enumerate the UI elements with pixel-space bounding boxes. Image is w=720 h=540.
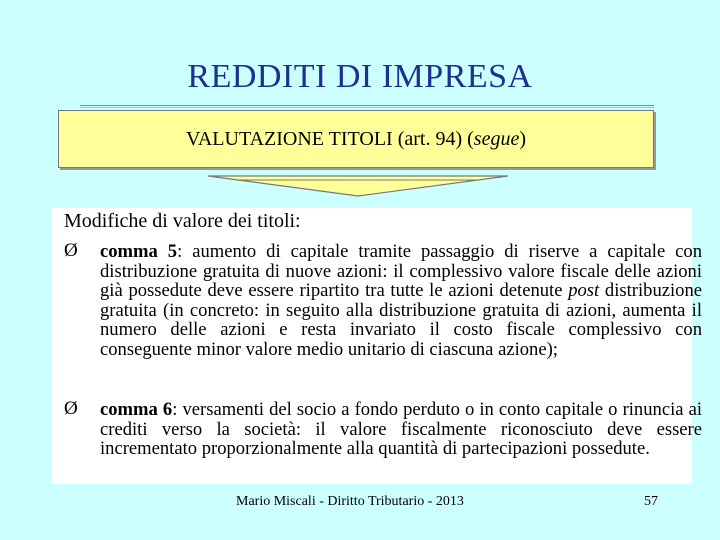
banner-text-main: VALUTAZIONE TITOLI (art. 94) ( [186, 127, 474, 150]
bullet-text [100, 242, 702, 360]
section-banner [58, 110, 654, 168]
content-box [52, 208, 703, 484]
bullet-body-a: : aumento di capitale tramite passaggio di riserve a capitale con distribuzione gratuita di nuove azioni: il complessivo valore fiscale delle azioni già possedute deve essere ripartito tra tutte le azioni detenute [100, 241, 702, 302]
bullet-body-b: distribuzione gratuita (in concreto: in seguito alla distribuzione gratuita di azioni, aumenta il numero delle azioni e resta invariato il costo fiscale complessivo con conseguente minor valore medio unitario di ciascuna azione); [100, 280, 703, 360]
banner-text-end: ) [519, 127, 526, 150]
slide-title: REDDITI DI IMPRESA [187, 58, 533, 95]
intro-text: Modifiche di valore dei titoli: [64, 210, 301, 232]
page-number: 57 [644, 494, 658, 509]
bullet-body-a: : versamenti del socio a fondo perduto o in conto capitale o rinuncia ai crediti verso la società: il valore fiscalmente riconosciuto deve essere incrementato proporzionalmente alla quantità di partecipazioni possedute. [100, 399, 702, 460]
bullet-heading: comma 6 [100, 399, 173, 420]
arrow-bullet-icon: Ø [64, 398, 78, 419]
bullet-italic: post [568, 280, 600, 302]
bullet-text [100, 400, 702, 459]
footer-text: Mario Miscali - Diritto Tributario - 2013 [236, 494, 464, 509]
arrow-bullet-icon: Ø [64, 240, 78, 261]
bullet-heading: comma 5 [100, 241, 178, 262]
banner-text [186, 128, 526, 151]
down-arrow-icon [208, 172, 508, 198]
banner-text-italic: segue [473, 127, 520, 150]
title-divider [80, 105, 654, 108]
